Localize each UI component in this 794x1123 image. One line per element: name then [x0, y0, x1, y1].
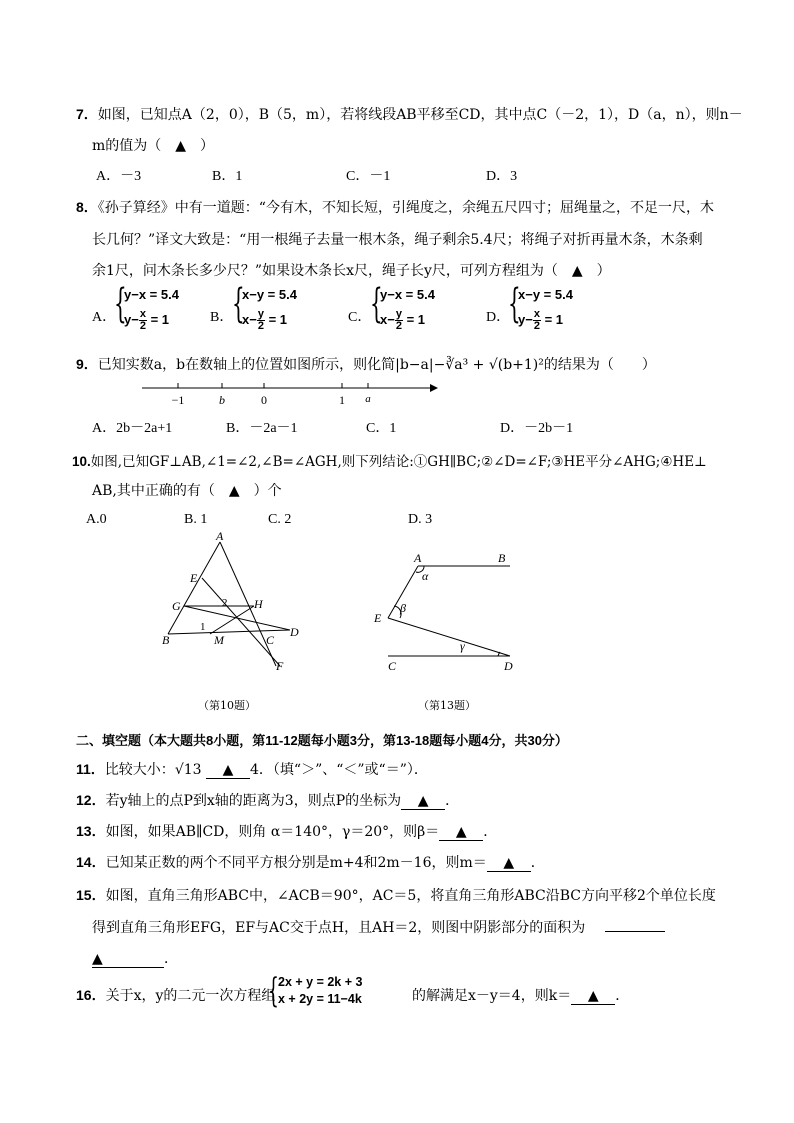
q8-option-a-system: { y−x = 5.4 y− $\frac{x}{2}$ = 1 — [114, 281, 179, 332]
figure-13 — [370, 548, 530, 674]
fig10-caption: （第10题） — [198, 699, 256, 712]
fig13-label-beta: β — [400, 601, 406, 615]
q8-option-c-label: C． — [348, 310, 372, 325]
q16-line-tail: 的解满足x－y＝4，则k＝ ▲ ． — [412, 988, 630, 1004]
fig13-label-a: A — [414, 551, 422, 565]
q7-line2: m的值为（ ▲ ） — [92, 138, 215, 154]
fig10-label-2: 2 — [222, 597, 228, 609]
q8-option-b-label: B． — [210, 310, 234, 325]
q7-option-a: A．－3 — [96, 169, 142, 184]
figure-10 — [150, 530, 320, 680]
q9-line: 9．已知实数a，b在数轴上的位置如图所示，则化简|b−a|−∛a³ + √(b+1)²的结果为（ ） — [76, 356, 656, 373]
q7-option-d: D．3 — [486, 169, 518, 184]
fig13-label-b: B — [498, 551, 506, 565]
fig13-label-gamma: γ — [460, 639, 465, 653]
q11-answer-blank[interactable]: ▲ — [206, 762, 250, 779]
q11-sqrt: √13 — [174, 762, 202, 778]
q15-line1: 15．如图，直角三角形ABC中，∠ACB＝90°，AC＝5，将直角三角形ABC沿BC方向平移2个单位长度 — [76, 887, 716, 904]
q13-line: 13．如图，如果AB∥CD，则角 α＝140°，γ＝20°，则β＝ ▲ ． — [76, 823, 498, 840]
number-line — [140, 378, 440, 408]
fig13-caption: （第13题） — [418, 699, 476, 712]
q9-option-c: C．1 — [366, 421, 397, 436]
q8-option-d-system: { x−y = 5.4 y− $\frac{x}{2}$ = 1 — [508, 281, 573, 332]
q16-system: { 2x + y = 2k + 3 x + 2y = 11−4k — [268, 971, 363, 1011]
axis-label-1: 1 — [339, 393, 345, 407]
q13-answer-blank[interactable]: ▲ — [439, 824, 483, 841]
q7-option-c: C．－1 — [346, 169, 391, 184]
fig10-label-e: E — [190, 571, 198, 585]
axis-label-0: 0 — [261, 393, 267, 407]
fig10-label-g: G — [172, 599, 181, 613]
fig10-label-b: B — [162, 633, 170, 647]
q10-option-c: C. 2 — [268, 512, 292, 527]
q8-option-d-label: D． — [486, 310, 511, 325]
q10-line2: AB,其中正确的有（ ▲ ）个 — [92, 483, 282, 499]
fig10-label-1: 1 — [200, 621, 206, 633]
q16-answer-blank[interactable]: ▲ — [571, 988, 615, 1005]
q14-answer-blank[interactable]: ▲ — [487, 855, 531, 872]
axis-label-neg1: −1 — [171, 393, 185, 407]
q8-option-b-system: { x−y = 5.4 x− $\frac{y}{2}$ = 1 — [232, 281, 297, 332]
fig13-label-d: D — [504, 659, 513, 673]
q10-option-a: A.0 — [86, 512, 107, 527]
q12-answer-blank[interactable]: ▲ — [401, 793, 445, 810]
fig13-label-alpha: α — [422, 569, 429, 583]
q9-option-a: A．2b－2a+1 — [92, 421, 173, 436]
q15-answer-blank[interactable]: ▲ — [92, 951, 164, 968]
fig10-label-c: C — [266, 633, 275, 647]
q9-expression: |b−a|−∛a³ + √(b+1)² — [395, 357, 544, 373]
axis-label-a: a — [365, 393, 371, 405]
fig10-label-m: M — [214, 633, 224, 647]
fig13-label-e: E — [374, 611, 382, 625]
q10-line1: 10.如图,已知GF⊥AB,∠1=∠2,∠B=∠AGH,则下列结论:①GH∥BC;②∠D=∠F;③HE平分∠AHG;④HE⊥ — [72, 454, 707, 470]
q7-line1: 7．如图，已知点A（2，0），B（5，m），若将线段AB平移至CD，其中点C（－2，1），D（a，n），则n－ — [76, 106, 743, 123]
q9-option-d: D．－2b－1 — [500, 421, 574, 436]
fig13-label-c: C — [388, 659, 397, 673]
q10-option-b: B. 1 — [184, 512, 208, 527]
q8-line1: 8．《孙子算经》中有一道题：“今有木，不知长短，引绳度之，余绳五尺四寸；屈绳量之，不足一尺，木 — [76, 199, 714, 216]
fig10-label-d: D — [290, 625, 299, 639]
q8-option-c-system: { y−x = 5.4 x− $\frac{y}{2}$ = 1 — [370, 281, 435, 332]
q8-line3: 余1尺，问木条长多少尺？”如果设木条长x尺，绳子长y尺，可列方程组为（ ▲ ） — [92, 263, 611, 279]
q7-option-b: B．1 — [212, 169, 243, 184]
q8-line2: 长几何？”译文大致是：“用一根绳子去量一根木条，绳子剩余5.4尺；将绳子对折再量木条，木条剩 — [92, 232, 703, 248]
fig10-label-f: F — [276, 659, 284, 673]
q12-line: 12．若y轴上的点P到x轴的距离为3，则点P的坐标为 ▲ ． — [76, 792, 460, 809]
q16-line: 16．关于x，y的二元一次方程组 — [76, 987, 276, 1004]
q15-line3: ▲ ． — [92, 951, 178, 967]
q9-option-b: B．－2a－1 — [226, 421, 298, 436]
q10-option-d: D. 3 — [408, 512, 433, 527]
q8-option-a-label: A． — [92, 310, 117, 325]
q14-line: 14．已知某正数的两个不同平方根分别是m+4和2m－16，则m＝ ▲ ． — [76, 854, 545, 871]
axis-label-b: b — [219, 393, 225, 407]
fig10-label-h: H — [254, 597, 263, 611]
fig10-label-a: A — [216, 530, 224, 543]
section-2-heading: 二、填空题（本大题共8小题，第11-12题每小题3分，第13-18题每小题4分，共30分） — [76, 733, 568, 748]
q11-line: 11．比较大小：√13 ▲ 4．（填“＞”、“＜”或“＝”）． — [76, 761, 428, 778]
q15-line2: 得到直角三角形EFG，EF与AC交于点H，且AH＝2，则图中阴影部分的面积为 — [92, 917, 665, 937]
